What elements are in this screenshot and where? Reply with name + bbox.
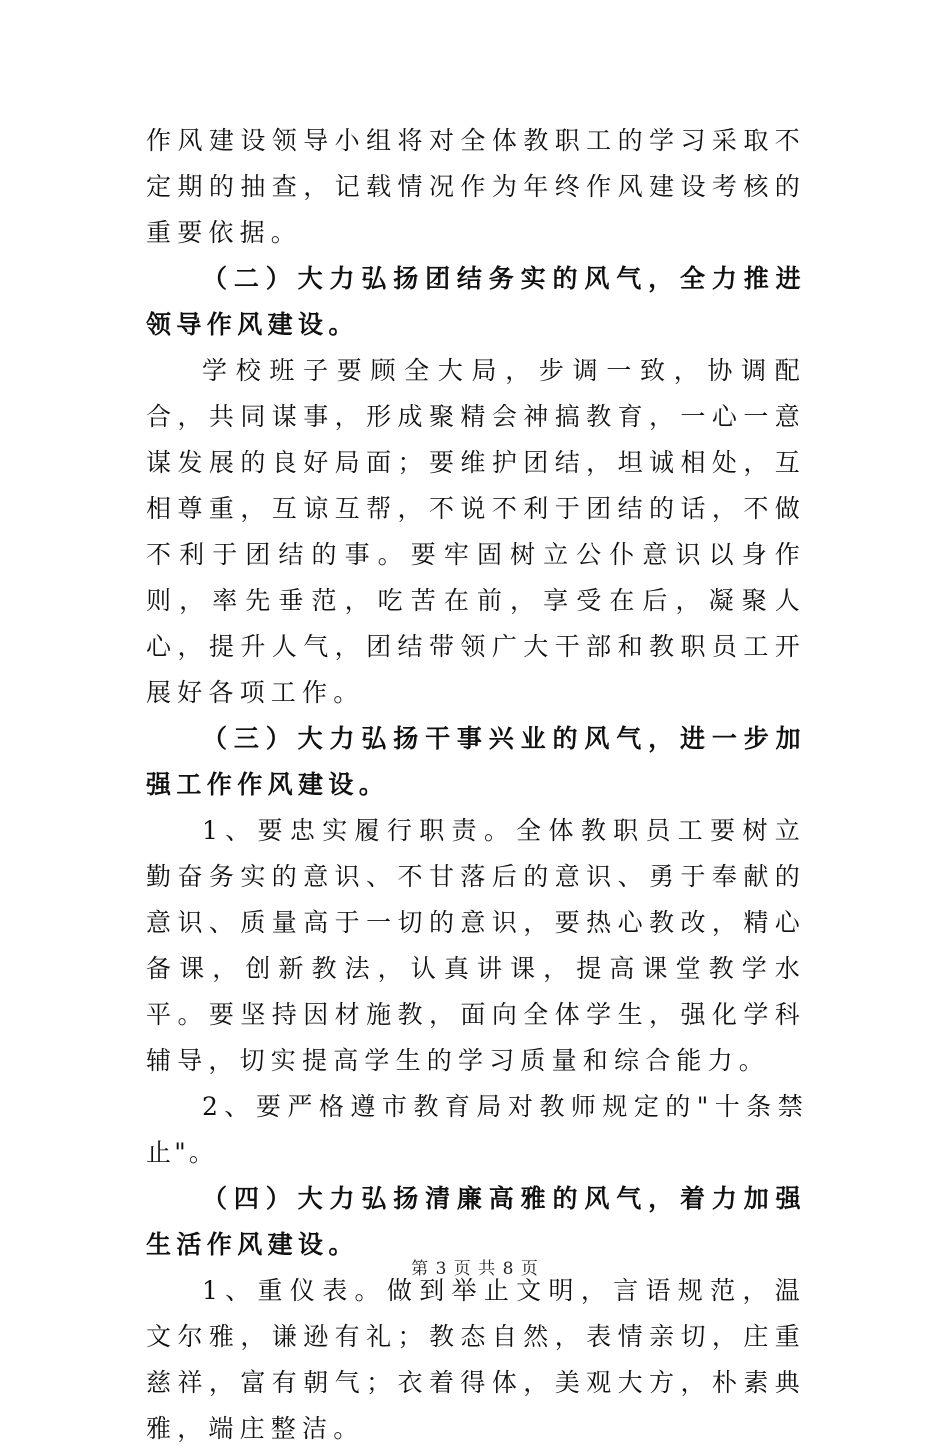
paragraph-study-inspection: 作风建设领导小组将对全体教职工的学习采取不定期的抽查，记载情况作为年终作风建设考核的重要依据。	[146, 126, 806, 247]
heading-leadership-style: （二）大力弘扬团结务实的风气，全力推进领导作风建设。	[146, 264, 806, 339]
heading-work-style: （三）大力弘扬干事兴业的风气，进一步加强工作作风建设。	[146, 724, 806, 799]
document-body	[146, 118, 806, 1452]
paragraph-ten-prohibitions: 2、要严格遵市教育局对教师规定的"十条禁止"。	[146, 1092, 806, 1167]
paragraph-appearance: 1、重仪表。做到举止文明，言语规范，温文尔雅，谦逊有礼；教态自然，表情亲切，庄重慈祥，富有朝气；衣着得体，美观大方，朴素典雅，端庄整洁。	[146, 1276, 806, 1443]
paragraph-duties: 1、要忠实履行职责。全体教职员工要树立勤奋务实的意识、不甘落后的意识、勇于奉献的意识、质量高于一切的意识，要热心教改，精心备课，创新教法，认真讲课，提高课堂教学水平。要坚持因材施教，面向全体学生，强化学科辅导，切实提高学生的学习质量和综合能力。	[146, 816, 806, 1075]
paragraph-leadership-team: 学校班子要顾全大局，步调一致，协调配合，共同谋事，形成聚精会神搞教育，一心一意谋发展的良好局面；要维护团结，坦诚相处，互相尊重，互谅互帮，不说不利于团结的话，不做不利于团结的事。要牢固树立公仆意识以身作则，率先垂范，吃苦在前，享受在后，凝聚人心，提升人气，团结带领广大干部和教职员工开展好各项工作。	[146, 356, 806, 707]
heading-life-style: （四）大力弘扬清廉高雅的风气，着力加强生活作风建设。	[146, 1184, 806, 1259]
page-number-footer: 第 3 页 共 8 页	[411, 1259, 539, 1279]
